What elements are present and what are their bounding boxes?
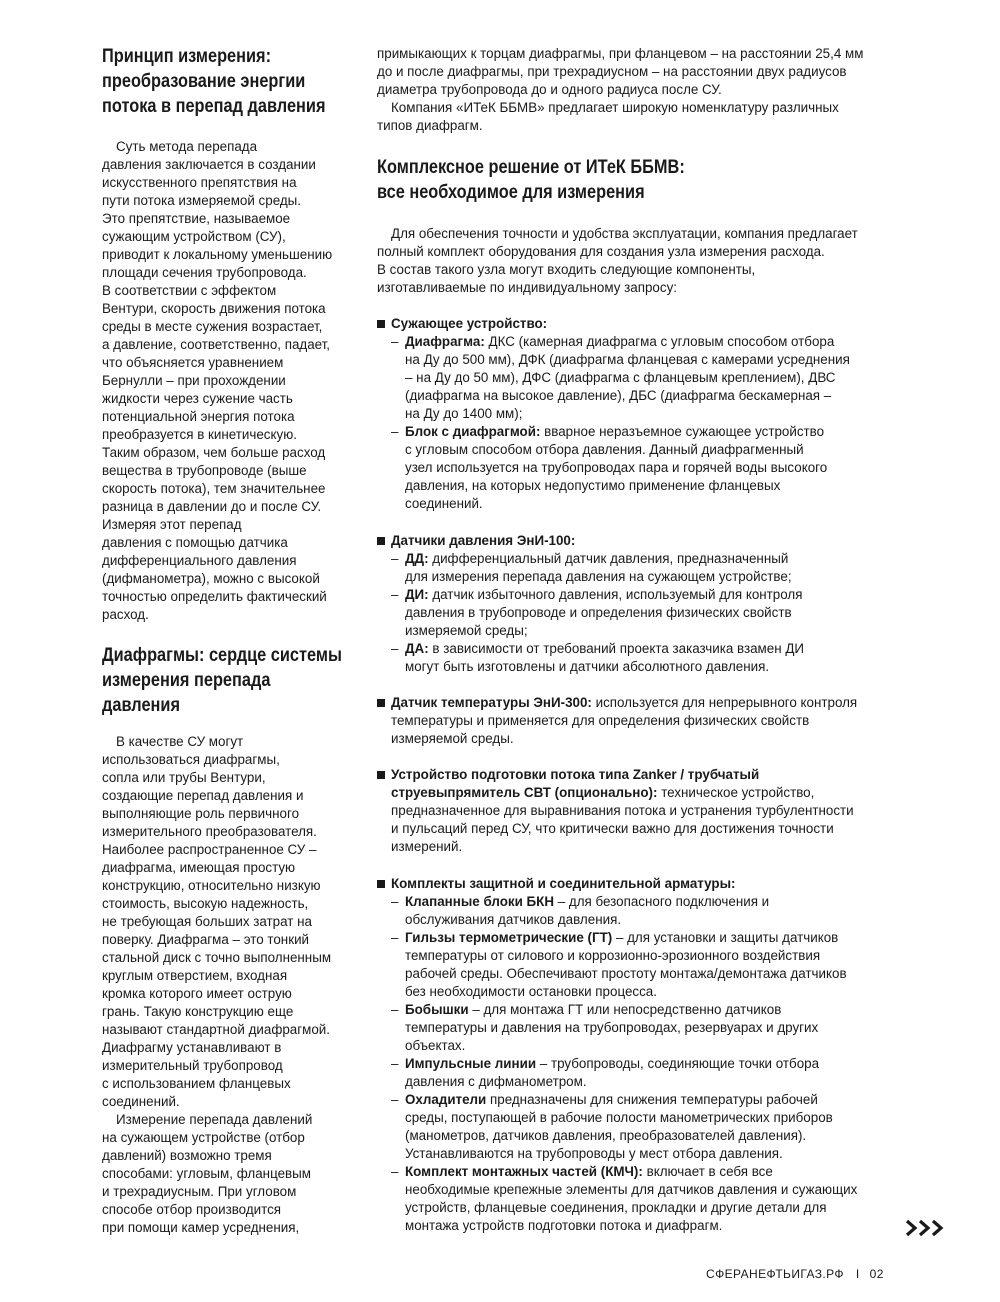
text-line: с использованием фланцевых: [102, 1076, 291, 1091]
section-heading-diaphragms: [102, 643, 381, 718]
item-term: Диафрагма:: [405, 334, 485, 349]
text-line: а давление, соответственно, падает,: [102, 337, 331, 352]
heading-line: все необходимое для измерения: [377, 182, 645, 203]
text-line: примыкающих к торцам диафрагмы, при фланцевом – на расстоянии 25,4 мм: [377, 46, 864, 61]
section-heading-principle: [102, 44, 362, 119]
text-line: использоваться диафрагмы,: [102, 752, 280, 767]
text-line: площади сечения трубопровода.: [102, 265, 307, 280]
item-text: на Ду до 500 мм), ДФК (диафрагма фланцевая с камерами усреднения: [405, 352, 850, 367]
bullet-flow-conditioner: [377, 766, 854, 856]
item-text: температуры и применяется для определения физических свойств: [391, 713, 810, 728]
item-text: ДКС (камерная диафрагма с угловым способом отбора: [484, 334, 835, 349]
paragraph-principle: [102, 138, 332, 624]
item-text: включает в себя все: [642, 1164, 773, 1179]
dash-mark: –: [391, 551, 399, 566]
item-text: без необходимости остановки процесса.: [405, 984, 657, 999]
item-term: ДД:: [405, 551, 429, 566]
dash-mark: –: [391, 334, 399, 349]
dash-mark: –: [391, 1092, 399, 1107]
bullet-square-icon: [377, 537, 385, 545]
text-line: кромка которого имеет острую: [102, 986, 292, 1001]
dash-item-valve-blocks: [391, 893, 857, 929]
item-text: устройств, фланцевые соединения, прокладки и другие детали для: [405, 1200, 827, 1215]
item-text: среды, поступающей в рабочие полости манометрических приборов: [405, 1110, 833, 1125]
text-line: создающие перепад давления и: [102, 788, 304, 803]
item-text: – для безопасного подключения и: [554, 894, 770, 909]
item-text: предназначены для снижения температуры рабочей: [486, 1092, 818, 1107]
item-term: ДА:: [405, 641, 429, 656]
footer-site: СФЕРАНЕФТЬИГАЗ.РФ: [706, 1267, 844, 1281]
text-line: Наиболее распространенное СУ –: [102, 842, 317, 857]
dash-item-diaphragm-block: [391, 423, 850, 513]
text-line: давления заключается в создании: [102, 157, 316, 172]
text-line: давлений) возможно тремя: [102, 1148, 272, 1163]
text-line: что объясняется уравнением: [102, 355, 284, 370]
text-line: на сужающем устройстве (отбор: [102, 1130, 305, 1145]
paragraph-measurement: [102, 1111, 312, 1237]
dash-mark: –: [391, 641, 399, 656]
item-text: (манометров, датчиков давления, преобразователей давления).: [405, 1128, 807, 1143]
bullet-square-icon: [377, 771, 385, 779]
dash-item-da: [391, 640, 804, 676]
text-line: круглым отверстием, входная: [102, 968, 288, 983]
item-text: – трубопроводы, соединяющие точки отбора: [536, 1056, 820, 1071]
item-text: (диафрагма на высокое давление), ДБС (диафрагма бескамерная –: [405, 388, 832, 403]
text-line: преобразуется в кинетическую.: [102, 427, 297, 442]
text-line: стоимость, высокую надежность,: [102, 896, 309, 911]
bullet-temperature-sensor: [377, 694, 857, 748]
item-text: – на Ду до 50 мм), ДФС (диафрагма с фланцевым креплением), ДВС: [405, 370, 836, 385]
text-line: среды в месте сужения возрастает,: [102, 319, 323, 334]
dash-item-coolers: [391, 1091, 857, 1163]
item-text: дифференциальный датчик давления, предназначенный: [428, 551, 789, 566]
dash-item-impulse-lines: [391, 1055, 857, 1091]
item-text: соединений.: [405, 496, 483, 511]
text-line: Это препятствие, называемое: [102, 211, 291, 226]
text-line: стальной диск с точно выполненным: [102, 950, 332, 965]
paragraph-company: [377, 99, 839, 135]
item-text: Устанавливаются на трубопроводы у мест отбора давления.: [405, 1146, 783, 1161]
text-line: соединений.: [102, 1094, 180, 1109]
text-line: не требующая больших затрат на: [102, 914, 312, 929]
text-line: полный комплект оборудования для создания узла измерения расхода.: [377, 244, 825, 259]
heading-line: потока в перепад давления: [102, 96, 326, 117]
text-line: потенциальной энергия потока: [102, 409, 295, 424]
item-text: в зависимости от требований проекта заказчика взамен ДИ: [428, 641, 805, 656]
text-line: давления с помощью датчика: [102, 535, 288, 550]
text-line: Для обеспечения точности и удобства эксплуатации, компания предлагает: [391, 226, 858, 241]
text-line: поверку. Диафрагма – это тонкий: [102, 932, 310, 947]
bullet-title: струевыпрямитель СВТ (опционально):: [391, 785, 658, 800]
next-page-arrows-icon: [905, 1212, 947, 1244]
dash-mark: –: [391, 587, 399, 602]
dash-item-mounting-kit: [391, 1163, 857, 1235]
item-term: Бобышки: [405, 1002, 469, 1017]
dash-mark: –: [391, 424, 399, 439]
text-line: сопла или трубы Вентури,: [102, 770, 266, 785]
text-line: и трехрадиусным. При угловом: [102, 1184, 297, 1199]
item-text: используется для непрерывного контроля: [591, 695, 858, 710]
text-line: сужающим устройством (СУ),: [102, 229, 286, 244]
item-term: ДИ:: [405, 587, 429, 602]
text-line: пути потока измеряемой среды.: [102, 193, 302, 208]
item-text: температуры от силового и коррозионно-эрозионного воздействия: [405, 948, 821, 963]
text-line: искусственного препятствия на: [102, 175, 297, 190]
page-footer: [706, 1264, 946, 1284]
text-line: способе отбор производится: [102, 1202, 282, 1217]
item-text: давления в трубопроводе и определения физических свойств: [405, 605, 792, 620]
item-text: для измерения перепада давления на сужающем устройстве;: [405, 569, 792, 584]
text-line: приводит к локальному уменьшению: [102, 247, 333, 262]
item-text: объектах.: [405, 1038, 466, 1053]
heading-line: измерения перепада: [102, 670, 271, 691]
text-line: вещества в трубопроводе (выше: [102, 463, 307, 478]
item-text: давления с дифманометром.: [405, 1074, 587, 1089]
text-line: (дифманометра), можно с высокой: [102, 571, 320, 586]
item-text: предназначенное для выравнивания потока и устранения турбулентности: [391, 803, 854, 818]
heading-line: Принцип измерения:: [102, 46, 272, 67]
text-line: при помощи камер усреднения,: [102, 1220, 300, 1235]
item-term: Гильзы термометрические (ГТ): [405, 930, 613, 945]
paragraph-continued: [377, 45, 863, 99]
item-text: измеряемой среды.: [391, 731, 514, 746]
item-text: техническое устройство,: [657, 785, 815, 800]
item-text: обслуживания датчиков давления.: [405, 912, 622, 927]
text-line: измерительного преобразователя.: [102, 824, 317, 839]
text-line: способами: угловым, фланцевым: [102, 1166, 311, 1181]
heading-line: преобразование энергии: [102, 71, 306, 92]
text-line: типов диафрагм.: [377, 118, 483, 133]
dash-mark: –: [391, 1164, 399, 1179]
text-line: Диафрагму устанавливают в: [102, 1040, 282, 1055]
text-line: дифференциального давления: [102, 553, 297, 568]
text-line: жидкости через сужение часть: [102, 391, 293, 406]
text-line: точностью определить фактический: [102, 589, 327, 604]
bullet-orifice-device: [377, 315, 850, 513]
bullet-square-icon: [377, 880, 385, 888]
text-line: Вентури, скорость движения потока: [102, 301, 326, 316]
paragraph-diaphragms: [102, 733, 331, 1111]
item-text: температуры и давления на трубопроводах, резервуарах и других: [405, 1020, 819, 1035]
text-line: Бернулли – при прохождении: [102, 373, 286, 388]
text-line: до и после диафрагмы, при трехрадиусном – на расстоянии двух радиусов: [377, 64, 847, 79]
item-term: Блок с диафрагмой:: [405, 424, 541, 439]
text-line: Суть метода перепада: [116, 139, 258, 154]
text-line: Таким образом, чем больше расход: [102, 445, 326, 460]
item-text: необходимые крепежные элементы для датчиков давления и сужающих: [405, 1182, 858, 1197]
text-line: конструкцию, относительно низкую: [102, 878, 321, 893]
item-term: Клапанные блоки БКН: [405, 894, 555, 909]
item-text: на Ду до 1400 мм);: [405, 406, 523, 421]
item-text: могут быть изготовлены и датчики абсолютного давления.: [405, 659, 770, 674]
text-line: диаметра трубопровода до и одного радиуса после СУ.: [377, 82, 722, 97]
item-text: монтажа устройств подготовки потока и диафрагм.: [405, 1218, 723, 1233]
dash-mark: –: [391, 1002, 399, 1017]
bullet-square-icon: [377, 699, 385, 707]
dash-mark: –: [391, 930, 399, 945]
text-line: выполняющие роль первичного: [102, 806, 300, 821]
item-text: – для установки и защиты датчиков: [612, 930, 839, 945]
item-text: – для монтажа ГТ или непосредственно датчиков: [468, 1002, 782, 1017]
item-text: вварное неразъемное сужающее устройство: [540, 424, 825, 439]
item-text: датчик избыточного давления, используемый для контроля: [428, 587, 803, 602]
text-line: скорость потока), тем значительнее: [102, 481, 326, 496]
text-line: В качестве СУ могут: [116, 734, 244, 749]
text-line: В соответствии с эффектом: [102, 283, 277, 298]
text-line: Измеряя этот перепад: [102, 517, 242, 532]
item-text: измерений.: [391, 839, 463, 854]
item-text: давления, на которых недопустимо применение фланцевых: [405, 478, 781, 493]
bullet-pressure-sensors: [377, 532, 804, 676]
page-number: 02: [869, 1267, 884, 1281]
bullet-title: Датчик температуры ЭнИ-300:: [391, 695, 592, 710]
text-line: Компания «ИТеК ББМВ» предлагает широкую номенклатуру различных: [391, 100, 839, 115]
text-line: диафрагма, имеющая простую: [102, 860, 296, 875]
dash-item-diaphragm: [391, 333, 850, 423]
text-line: измерительный трубопровод: [102, 1058, 283, 1073]
text-line: называют стандартной диафрагмой.: [102, 1022, 330, 1037]
bullet-title: Сужающее устройство:: [391, 316, 548, 331]
dash-mark: –: [391, 894, 399, 909]
text-line: расход.: [102, 607, 149, 622]
footer-separator: I: [855, 1267, 860, 1281]
bullet-title: Устройство подготовки потока типа Zanker / трубчатый: [391, 767, 760, 782]
item-text: с угловым способом отбора давления. Данный диафрагменный: [405, 442, 804, 457]
text-line: В состав такого узла могут входить следующие компоненты,: [377, 262, 756, 277]
bullet-fittings-kits: [377, 875, 857, 1235]
text-line: разница в давлении до и после СУ.: [102, 499, 322, 514]
item-text: узел используется на трубопроводах пара и горячей воды высокого: [405, 460, 828, 475]
bullet-square-icon: [377, 320, 385, 328]
item-text: рабочей среды. Обеспечивают простоту монтажа/демонтажа датчиков: [405, 966, 847, 981]
text-line: изготавливаемые по индивидуальному запросу:: [377, 280, 677, 295]
heading-line: Комплексное решение от ИТеК ББМВ:: [377, 157, 685, 178]
section-heading-complex-solution: [377, 155, 735, 205]
text-line: грань. Такую конструкцию еще: [102, 1004, 294, 1019]
dash-item-thermowells: [391, 929, 857, 1001]
item-term: Импульсные линии: [405, 1056, 537, 1071]
dash-item-bosses: [391, 1001, 857, 1055]
paragraph-intro: [377, 225, 858, 297]
dash-mark: –: [391, 1056, 399, 1071]
bullet-title: Датчики давления ЭнИ-100:: [391, 533, 576, 548]
bullet-title: Комплекты защитной и соединительной арматуры:: [391, 876, 736, 891]
text-line: Измерение перепада давлений: [116, 1112, 313, 1127]
item-text: измеряемой среды;: [405, 623, 528, 638]
heading-line: давления: [102, 695, 180, 716]
item-term: Охладители: [405, 1092, 487, 1107]
item-term: Комплект монтажных частей (КМЧ):: [405, 1164, 643, 1179]
dash-item-dd: [391, 550, 804, 586]
dash-item-di: [391, 586, 804, 640]
item-text: и пульсаций перед СУ, что критически важно для достижения точности: [391, 821, 834, 836]
heading-line: Диафрагмы: сердце системы: [102, 645, 342, 666]
